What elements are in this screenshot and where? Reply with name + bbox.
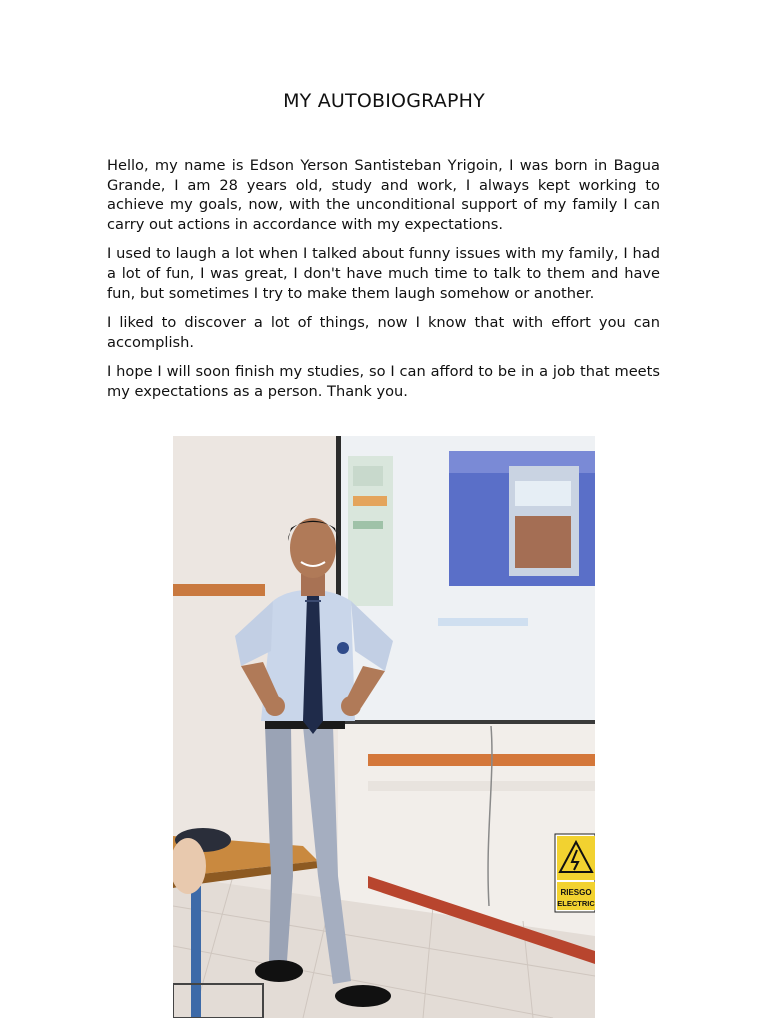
paragraph-1: Hello, my name is Edson Yerson Santisteban Yrigoin, I was born in Bagua Grande, I am 28 years old, study and work, I always kept working to achieve my goals, now, with the unconditional support of my family I can carry out actions in accordance with my expectations. [107,157,660,233]
paragraph-4: I hope I will soon finish my studies, so I can afford to be in a job that meets my expectations as a person. Thank you. [107,363,660,400]
document-body [107,156,660,412]
sign-line-1: RIESGO [560,888,592,897]
document-title: MY AUTOBIOGRAPHY [283,90,485,112]
paragraph-3: I liked to discover a lot of things, now I know that with effort you can accomplish. [107,314,660,351]
paragraph-2: I used to laugh a lot when I talked about funny issues with my family, I had a lot of fun, I was great, I don't have much time to talk to them and have fun, but sometimes I try to make them laugh somehow or another. [107,245,660,302]
student-photo [173,436,595,1018]
sign-line-2: ELECTRIC [557,899,595,908]
